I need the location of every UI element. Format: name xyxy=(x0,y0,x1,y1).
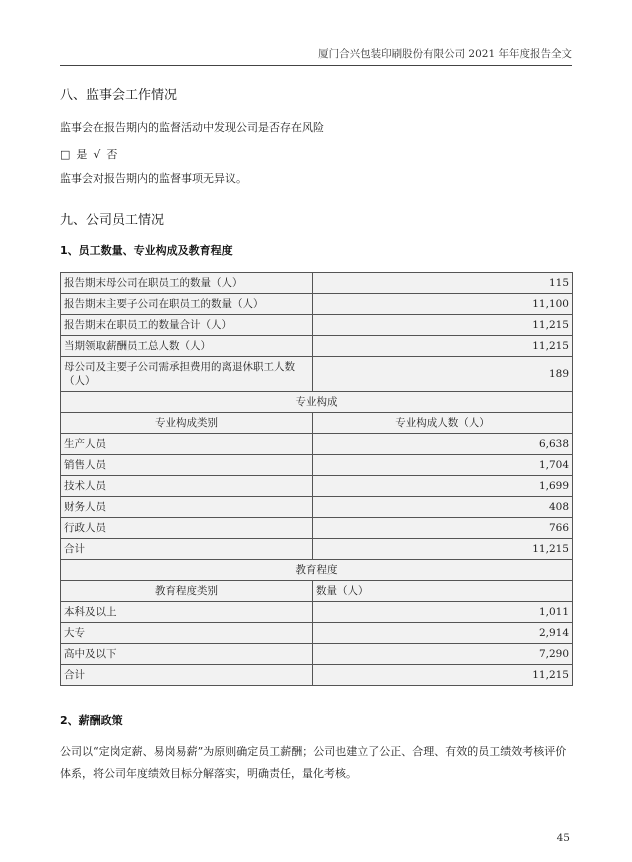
subsection-2-title: 2、薪酬政策 xyxy=(60,714,123,727)
row-label: 大专 xyxy=(61,623,313,644)
row-value: 6,638 xyxy=(313,434,573,455)
table-row xyxy=(61,294,573,315)
row-value: 1,704 xyxy=(313,455,573,476)
table-row xyxy=(61,497,573,518)
option-no-label: 否 xyxy=(106,148,118,161)
table-row xyxy=(61,357,573,392)
page-number: 45 xyxy=(556,832,570,844)
yes-no-options xyxy=(60,146,123,162)
professional-section xyxy=(61,392,573,434)
row-label: 合计 xyxy=(61,665,313,686)
checkmark-icon: √ xyxy=(93,148,101,161)
row-value: 11,215 xyxy=(313,665,573,686)
section-8-title: 八、监事会工作情况 xyxy=(60,88,178,103)
table-row xyxy=(61,455,573,476)
education-rows xyxy=(61,602,573,686)
row-value: 1,011 xyxy=(313,602,573,623)
table-row xyxy=(61,336,573,357)
professional-rows xyxy=(61,434,573,560)
table-row xyxy=(61,476,573,497)
education-col-count: 数量（人） xyxy=(313,581,573,602)
row-value: 7,290 xyxy=(313,644,573,665)
row-label: 报告期末在职员工的数量合计（人） xyxy=(61,315,313,336)
page-header: 厦门合兴包装印刷股份有限公司 2021 年年度报告全文 xyxy=(60,46,572,66)
row-value: 189 xyxy=(313,357,573,392)
education-header: 教育程度 xyxy=(61,560,573,581)
row-value: 11,215 xyxy=(313,336,573,357)
row-label: 本科及以上 xyxy=(61,602,313,623)
row-label: 行政人员 xyxy=(61,518,313,539)
row-value: 11,100 xyxy=(313,294,573,315)
table-row xyxy=(61,623,573,644)
table-row xyxy=(61,665,573,686)
row-value: 1,699 xyxy=(313,476,573,497)
row-value: 2,914 xyxy=(313,623,573,644)
row-label: 当期领取薪酬员工总人数（人） xyxy=(61,336,313,357)
row-value: 115 xyxy=(313,273,573,294)
table-row xyxy=(61,315,573,336)
row-value: 766 xyxy=(313,518,573,539)
row-label: 技术人员 xyxy=(61,476,313,497)
row-value: 11,215 xyxy=(313,539,573,560)
supervisory-question: 监事会在报告期内的监督活动中发现公司是否存在风险 xyxy=(60,121,324,134)
subsection-1-title: 1、员工数量、专业构成及教育程度 xyxy=(60,244,233,257)
salary-policy-text: 公司以“定岗定薪、易岗易薪”为原则确定员工薪酬；公司也建立了公正、合理、有效的员工绩效考核评价体系，将公司年度绩效目标分解落实，明确责任，量化考核。 xyxy=(60,745,567,780)
table-row xyxy=(61,602,573,623)
table-row xyxy=(61,518,573,539)
table-row xyxy=(61,644,573,665)
row-value: 11,215 xyxy=(313,315,573,336)
row-label: 生产人员 xyxy=(61,434,313,455)
section-9-title: 九、公司员工情况 xyxy=(60,213,165,228)
row-label: 报告期末母公司在职员工的数量（人） xyxy=(61,273,313,294)
staff-summary-rows xyxy=(61,273,573,392)
table-row xyxy=(61,434,573,455)
staff-table xyxy=(60,272,573,686)
row-label: 财务人员 xyxy=(61,497,313,518)
checkbox-empty-icon: □ xyxy=(60,148,71,161)
professional-col-category: 专业构成类别 xyxy=(61,413,313,434)
education-section xyxy=(61,560,573,602)
option-yes-label: 是 xyxy=(76,148,88,161)
supervisory-conclusion: 监事会对报告期内的监督事项无异议。 xyxy=(60,172,247,185)
professional-col-count: 专业构成人数（人） xyxy=(313,413,573,434)
education-col-category: 教育程度类别 xyxy=(61,581,313,602)
table-row xyxy=(61,273,573,294)
row-label: 高中及以下 xyxy=(61,644,313,665)
table-row xyxy=(61,539,573,560)
row-label: 合计 xyxy=(61,539,313,560)
professional-header: 专业构成 xyxy=(61,392,573,413)
row-label: 报告期末主要子公司在职员工的数量（人） xyxy=(61,294,313,315)
row-value: 408 xyxy=(313,497,573,518)
row-label: 母公司及主要子公司需承担费用的离退休职工人数（人） xyxy=(61,357,313,392)
row-label: 销售人员 xyxy=(61,455,313,476)
